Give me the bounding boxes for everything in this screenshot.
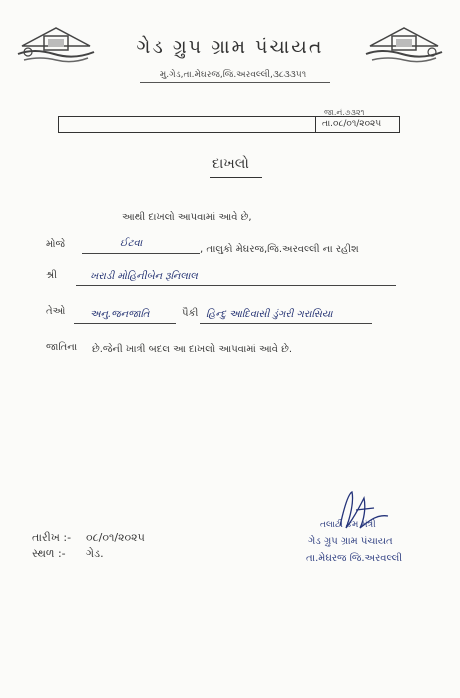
stamp-location: તા.મેઘરજ જિ.અરવલ્લી (306, 553, 403, 564)
panchayat-logo-left (14, 24, 98, 70)
category-value: અનુ.જનજાતિ (90, 309, 150, 320)
document-title: ગેડ ગ્રુપ ગ્રામ પંચાયત (136, 36, 324, 58)
caste-label: જાતિના (46, 342, 78, 353)
village-value: ઈટવા (120, 238, 143, 249)
among-label: પૈકી (182, 308, 199, 319)
office-address: મુ.ગેડ,તા.મેઘરજ,જિ.અરવલ્લી,૩૮૩૩૫૧ (159, 70, 307, 80)
name-label: શ્રી (46, 270, 58, 281)
date-label: તારીખ :- (32, 531, 72, 544)
category-underline (74, 323, 176, 324)
applicant-name: ખરાડી મોહિનીબેન રૂનિલાલ (90, 271, 198, 282)
reference-number: તા.૦૮/૦૧/૨૦૨૫ (322, 119, 382, 129)
intro-text: આથી દાખલો આપવામાં આવે છે, (122, 212, 252, 223)
place-label: સ્થળ :- (32, 547, 66, 560)
date-value: ૦૮/૦૧/૨૦૨૫ (86, 531, 145, 544)
place-value: ગેડ. (86, 547, 104, 560)
village-label: મોજે (46, 239, 66, 250)
heading-underline (210, 177, 262, 178)
closing-text: છે.જેની ખાત્રી બદલ આ દાખલો આપવામાં આવે છે. (92, 344, 293, 355)
name-underline (76, 285, 396, 286)
village-underline (82, 253, 200, 254)
certificate-heading: દાખલો (212, 156, 249, 172)
caste-underline (200, 323, 372, 324)
panchayat-logo-right (362, 24, 446, 70)
address-underline (140, 82, 330, 83)
stamp-designation: તલાટી કમ મંત્રી (320, 520, 376, 530)
reference-box-divider (315, 117, 316, 132)
reference-top-note: જા.નં.૭૩૨૧ (324, 108, 365, 117)
stamp-panchayat: ગેડ ગ્રુપ ગ્રામ પંચાયત (308, 536, 393, 547)
caste-value: હિન્દુ આદિવાસી ડુંગરી ગરાસિયા (206, 309, 333, 320)
they-label: તેઓ (46, 306, 66, 317)
village-suffix: , તાલુકો મેઘરજ,જિ.અરવલ્લી ના રહીશ (200, 244, 359, 255)
